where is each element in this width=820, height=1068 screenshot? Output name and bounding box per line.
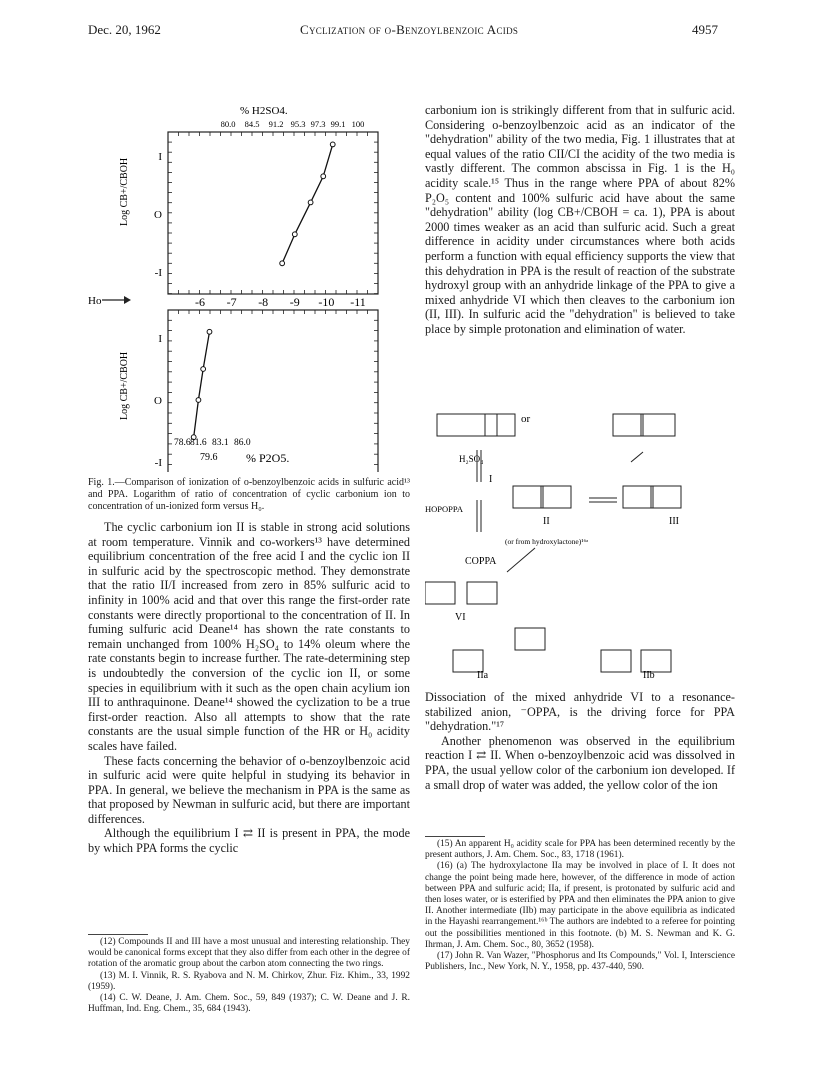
scheme-label-iii: III — [669, 516, 679, 527]
data-point — [321, 174, 326, 179]
h0-tick-label: -8 — [258, 295, 269, 309]
ring-mid-a — [513, 486, 543, 508]
scheme-label-vi: VI — [455, 612, 466, 623]
ring-iib-b — [641, 650, 671, 672]
data-point — [292, 232, 297, 237]
arrow-vi — [507, 548, 535, 572]
ring-iia-b — [515, 628, 545, 650]
ring-mid-b — [541, 486, 571, 508]
h0-tick-label: -10 — [318, 295, 335, 309]
ring-top-right-a — [613, 414, 643, 436]
h0-tick-label: -7 — [226, 295, 237, 309]
scheme-or: or — [521, 413, 531, 425]
top-tick-label: 80.0 — [220, 119, 236, 129]
ring-top-left — [437, 414, 497, 436]
scheme-label-i: I — [489, 474, 493, 485]
y-tick-labels — [154, 151, 162, 469]
bottom-tick-labels — [174, 438, 251, 448]
scheme-label-iia: IIa — [477, 670, 489, 681]
data-series — [191, 142, 335, 440]
footnote-15: (15) An apparent H₀ acidity scale for PPA has been determined recently by the present authors, J. Am. Chem. Soc., 83, 1718 (1961). — [425, 839, 735, 861]
right-column-bottom — [425, 690, 735, 792]
top-tick-label: 100 — [351, 119, 365, 129]
top-tick-label: 95.3 — [290, 119, 306, 129]
figure-1 — [88, 100, 410, 472]
top-panel-frame — [168, 132, 378, 294]
y-tick-label: O — [154, 209, 162, 221]
data-point — [280, 261, 285, 266]
h0-arrowhead — [124, 296, 131, 304]
footnote-16: (16) (a) The hydroxylactone IIa may be involved in place of I. It does not change the point being made here, however, of the difference in mode of action between PPA and sulfuric acid; IIa, if present, is protonated by sulfuric acid and then loses water, or is esterified by PPA and then eliminates the PPA anion to give II. Another intermediate (IIb) may participate in the above equilibria as indicated in the Hayashi rearrangement.¹⁶ᵇ The authors are indebted to a referee for pointing out the possibilities mentioned in this footnote. (b) M. S. Newman and K. G. Ihrman, J. Am. Chem. Soc., 80, 3652 (1958). — [425, 861, 735, 950]
left-paragraph-3: Although the equilibrium I ⇄ II is present in PPA, the mode by which PPA forms the cyclic — [88, 826, 410, 856]
ring-vi-a — [425, 582, 455, 604]
scheme-label-ii: II — [543, 516, 550, 527]
header-page-number: 4957 — [692, 22, 718, 37]
y-tick-label: -I — [154, 457, 162, 469]
scheme-coppa: COPPA — [465, 556, 497, 567]
figure-caption: Fig. 1.—Comparison of ionization of o-benzoylbenzoic acids in sulfuric acid¹³ and PPA. Logarithm of ratio of concentration of cyclic carbonium ion to concentration of un-ionized form versus H₀. — [88, 477, 410, 512]
left-paragraph-2: These facts concerning the behavior of o-benzoylbenzoic acid in sulfuric acid were quite helpful in studying its behavior in PPA. In general, we believe the mechanism in PPA is the same as that proposed by Newman in sulfuric acid, but there are important differences. — [88, 753, 410, 826]
left-paragraph-1: The cyclic carbonium ion II is stable in strong acid solutions at room temperature. Vinnik and co-workers¹³ have determined equilibrium concentration of the free acid I and the cyclic ion II in sulfuric acid by the spectroscopic method. They demonstrate that the ratio II/I increased from zero in 85% sulfuric acid to infinity in 100% acid and that over this range the first-order rate constants were directly proportional to the concentration of II. In fuming sulfuric acid Deane¹⁴ has shown the rate constants to remain unchanged from 100% H₂SO₄ to 14% oleum where the rate constants begin to increase further. The rate-determining step is undoubtedly the conversion of the cyclic ion II, or some species in equilibrium with it such as the open chain acylium ion III to anthraquinone. Deane¹⁴ showed the cyclization to be a true first-order reaction. Also all attempts to show that the rate constants are the usual simple function of the HR or H₀ acidity scales have failed. — [88, 520, 410, 753]
top-tick-label: 84.5 — [244, 119, 260, 129]
ring-iia-a — [453, 650, 483, 672]
scheme-label-iib: IIb — [643, 670, 655, 681]
data-point — [201, 367, 206, 372]
bottom-tick-label: 81.6 — [190, 438, 207, 448]
right-paragraph-3: Another phenomenon was observed in the equilibrium reaction I ⇄ II. When o-benzoylbenzoic acid was dissolved in PPA, the usual yellow color of the carbonium ion developed. If a small drop of water was added, the yellow color of the ion — [425, 733, 735, 792]
footnote-12: (12) Compounds II and III have a most unusual and interesting relationship. They would be canonical forms except that they also differ from each other in the degree of rotation of the aromatic group about the carbon atom connecting the two rings. — [88, 937, 410, 970]
bottom-tick-label: 86.0 — [234, 438, 251, 448]
footnote-13: (13) M. I. Vinnik, R. S. Ryabova and N. M. Chirkov, Zhur. Fiz. Khim., 33, 1992 (1959). — [88, 970, 410, 992]
ring-top-right-b — [641, 414, 675, 436]
h0-label: Ho — [88, 295, 102, 307]
y-tick-label: I — [158, 333, 162, 345]
y-tick-label: O — [154, 395, 162, 407]
h0-tick-label: -11 — [350, 295, 366, 309]
h0-tick-labels — [195, 295, 366, 309]
header-date: Dec. 20, 1962 — [88, 22, 161, 37]
h0-tick-label: -6 — [195, 295, 205, 309]
top-y-label: Log CB+/CBOH — [119, 157, 130, 226]
right-footnotes — [425, 839, 735, 973]
bottom-tick-label: 78.6 — [174, 438, 191, 448]
bottom-extra-tick: 79.6 — [200, 452, 218, 463]
data-point — [308, 200, 313, 205]
footnote-rule-left — [88, 934, 148, 935]
ring-iib-a — [601, 650, 631, 672]
h0-tick-label: -9 — [289, 295, 300, 309]
ring-mid-c — [623, 486, 653, 508]
scheme-from-lactone: (or from hydroxylactone)¹⁶ᵃ — [505, 537, 589, 546]
data-point — [330, 142, 335, 147]
data-point — [196, 398, 201, 403]
ring-top-left-b — [485, 414, 515, 436]
footnote-rule-right — [425, 836, 485, 837]
data-point — [207, 329, 212, 334]
top-tick-label: 91.2 — [268, 119, 284, 129]
ring-mid-d — [651, 486, 681, 508]
top-tick-labels — [221, 119, 365, 129]
bottom-y-label: Log CB+/CBOH — [119, 351, 130, 420]
y-tick-label: I — [158, 151, 162, 163]
bottom-axis-label: % P2O5. — [246, 451, 290, 465]
y-tick-label: -I — [154, 267, 162, 279]
right-paragraph-1: carbonium ion is strikingly different from that in sulfuric acid. Considering o-benzoylbenzoic acid as an indicator of the "dehydration" ability of the two media, Fig. 1 illustrates that at equal values of the ratio CII/CI the acidity of the two media is vastly different. The common abscissa in Fig. 1 is the H₀ acidity scale.¹⁵ Thus in the range where PPA of about 82% P₂O₅ content and 100% sulfuric acid have about the same "dehydration" ability (log CB+/CBOH = ca. 1), PPA is about 2000 times weaker as an acid than sulfuric acid. Such a great difference in acidity under circumstances where both acids perform a function with equal efficiency supports the view that this dehydration in PPA is the result of reaction of the substrate hydroxyl group with an anhydride linkage of the PPA to give a mixed anhydride VI which then cleaves to the carbonium ion (II, III). In sulfuric acid the "dehydration" is believed to take place by simple protonation and elimination of water. — [425, 103, 735, 336]
reaction-scheme — [425, 372, 735, 684]
bottom-tick-label: 83.1 — [212, 438, 229, 448]
left-column — [88, 520, 410, 856]
series-line-ppa — [194, 332, 210, 437]
scheme-hoppa: HOPOPPA — [425, 504, 463, 514]
top-axis-label: % H2SO4. — [240, 105, 288, 117]
right-paragraph-2: Dissociation of the mixed anhydride VI to a resonance-stabilized anion, ⁻OPPA, is the driving force for PPA "dehydration."¹⁷ — [425, 690, 735, 734]
left-footnotes — [88, 937, 410, 1015]
top-tick-label: 99.1 — [330, 119, 346, 129]
top-tick-label: 97.3 — [310, 119, 326, 129]
footnote-14: (14) C. W. Deane, J. Am. Chem. Soc., 59, 849 (1937); C. W. Deane and J. R. Huffman, Ind. Eng. Chem., 35, 684 (1943). — [88, 993, 410, 1015]
arrow-top-right — [631, 452, 643, 462]
scheme-h2so4: H₂SO₄ — [459, 454, 484, 464]
footnote-17: (17) John R. Van Wazer, "Phosphorus and Its Compounds," Vol. I, Interscience Publishers, Inc., New York, N. Y., 1958, pp. 437-440, 590. — [425, 951, 735, 973]
right-column-top — [425, 103, 735, 337]
series-line-sulfuric — [282, 144, 333, 263]
header-title: Cyclization of o-Benzoylbenzoic Acids — [300, 22, 519, 37]
ring-vi-b — [467, 582, 497, 604]
